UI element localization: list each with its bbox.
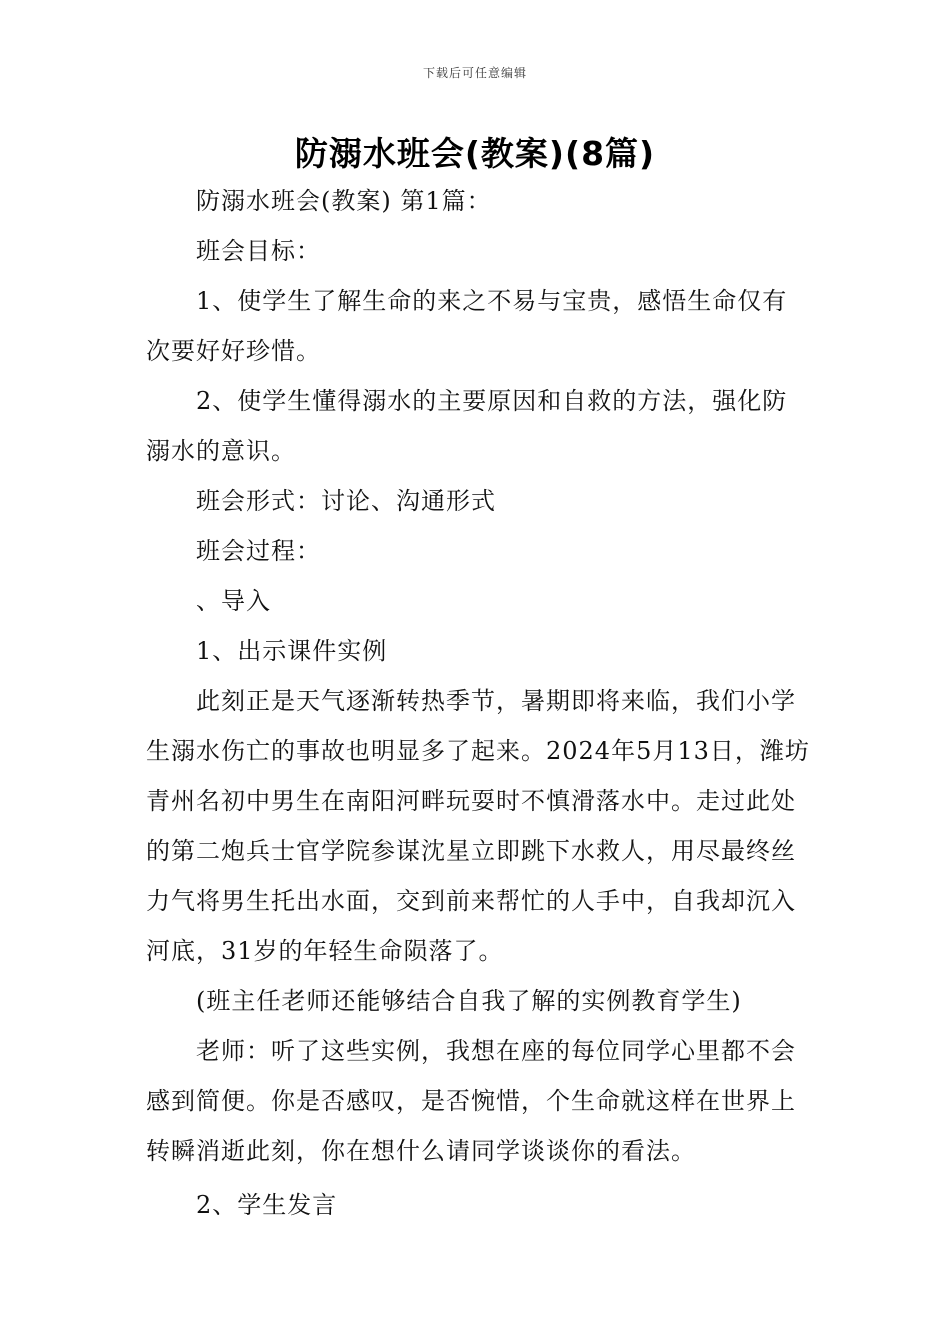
- teacher-note: (班主任老师还能够结合自我了解的实例教育学生): [196, 987, 742, 1015]
- chapter-heading: 防溺水班会(教案) 第1篇：: [196, 187, 492, 215]
- section-process-heading: 班会过程：: [196, 537, 321, 565]
- document-title: 防溺水班会(教案)(8篇): [294, 134, 656, 173]
- section-format: 班会形式：讨论、沟通形式: [196, 487, 496, 515]
- header-note: 下载后可任意编辑: [422, 66, 527, 80]
- section-goals-heading: 班会目标：: [196, 237, 321, 265]
- document-body: [146, 176, 810, 1230]
- step-intro-heading: 、导入: [196, 587, 271, 615]
- teacher-speech: 老师：听了这些实例，我想在座的每位同学心里都不会感到简便。你是否感叹，是否惋惜，个生命就这样在世界上转瞬消逝此刻，你在想什么请同学谈谈你的看法。: [146, 1037, 796, 1165]
- step-item-1: 1、出示课件实例: [196, 637, 388, 665]
- example-paragraph: 此刻正是天气逐渐转热季节，暑期即将来临，我们小学生溺水伤亡的事故也明显多了起来。2024年5月13日，潍坊青州名初中男生在南阳河畔玩耍时不慎滑落水中。走过此处的第二炮兵士官学院参谋沈星立即跳下水救人，用尽最终丝力气将男生托出水面，交到前来帮忙的人手中，自我却沉入河底，31岁的年轻生命陨落了。: [146, 687, 810, 965]
- step-item-2: 2、学生发言: [196, 1191, 338, 1219]
- goal-item-2: 2、使学生懂得溺水的主要原因和自救的方法，强化防溺水的意识。: [146, 387, 788, 465]
- goal-item-1: 1、使学生了解生命的来之不易与宝贵，感悟生命仅有次要好好珍惜。: [146, 287, 788, 365]
